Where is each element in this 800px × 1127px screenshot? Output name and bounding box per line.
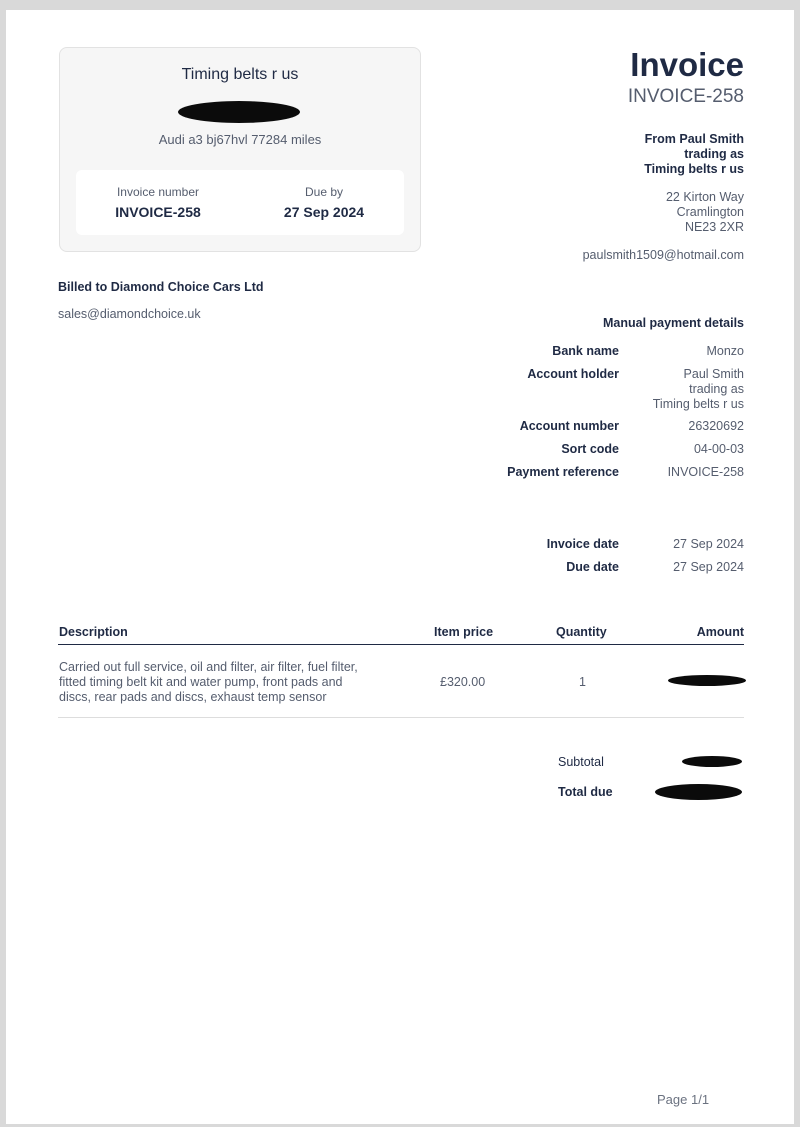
total-due-label: Total due [558,785,613,799]
column-header-quantity: Quantity [556,625,607,639]
redacted-subtotal [682,756,742,767]
account-number-value: 26320692 [688,419,744,433]
page-number: Page 1/1 [657,1092,710,1107]
invoice-summary-card [59,47,421,252]
redacted-total-due [655,784,742,800]
account-holder-line: Timing belts r us [652,397,744,411]
due-date-value: 27 Sep 2024 [673,560,744,574]
payment-reference-label: Payment reference [507,465,619,479]
invoice-number: INVOICE-258 [627,86,744,107]
sender-address [666,190,744,235]
billed-to: Billed to Diamond Choice Cars Ltd [58,280,264,294]
payment-reference-value: INVOICE-258 [667,465,744,479]
redacted-item-amount [668,675,746,686]
from-business: Timing belts r us [644,162,744,176]
billed-email: sales@diamondchoice.uk [58,307,201,321]
redacted-total-amount [178,101,300,123]
account-holder-line: trading as [689,382,744,396]
due-by-value: 27 Sep 2024 [283,204,365,220]
description-line: Carried out full service, oil and filter, air filter, fuel filter, [59,660,358,674]
invoice-key-facts [76,170,404,235]
account-holder-line: Paul Smith [683,367,744,381]
header-divider [58,644,744,645]
item-quantity: 1 [579,675,586,689]
address-line: NE23 2XR [684,220,744,234]
address-line: Cramlington [676,205,744,219]
bank-name-value: Monzo [706,344,744,358]
sort-code-label: Sort code [561,442,619,456]
column-header-description: Description [59,625,128,639]
due-date-label: Due date [566,560,619,574]
sort-code-value: 04-00-03 [693,442,744,456]
item-price: £320.00 [440,675,486,689]
description-line: fitted timing belt kit and water pump, front pads and [59,675,343,689]
column-header-item-price: Item price [434,625,494,639]
address-line: 22 Kirton Way [665,190,744,204]
from-name: From Paul Smith [644,132,744,146]
invoice-page [6,10,794,1124]
from-trading-as: trading as [684,147,744,161]
row-divider [58,717,744,718]
invoice-number-value: INVOICE-258 [115,204,201,220]
invoice-date-label: Invoice date [546,537,619,551]
subtotal-label: Subtotal [558,755,604,769]
item-description [59,660,404,705]
bank-name-label: Bank name [552,344,619,358]
invoice-number-label: Invoice number [116,185,200,199]
from-block [644,132,744,177]
business-name: Timing belts r us [181,66,299,83]
invoice-date-value: 27 Sep 2024 [673,537,744,551]
invoice-title: Invoice [630,46,744,83]
sender-email: paulsmith1509@hotmail.com [582,248,744,262]
account-number-label: Account number [519,419,619,433]
account-holder-value [653,367,744,412]
description-line: discs, rear pads and discs, exhaust temp sensor [59,690,327,704]
payment-details-title: Manual payment details [602,316,744,330]
due-by-label: Due by [304,185,344,199]
account-holder-label: Account holder [527,367,619,381]
column-header-amount: Amount [696,625,744,639]
vehicle-details: Audi a3 bj67hvl 77284 miles [158,132,322,147]
